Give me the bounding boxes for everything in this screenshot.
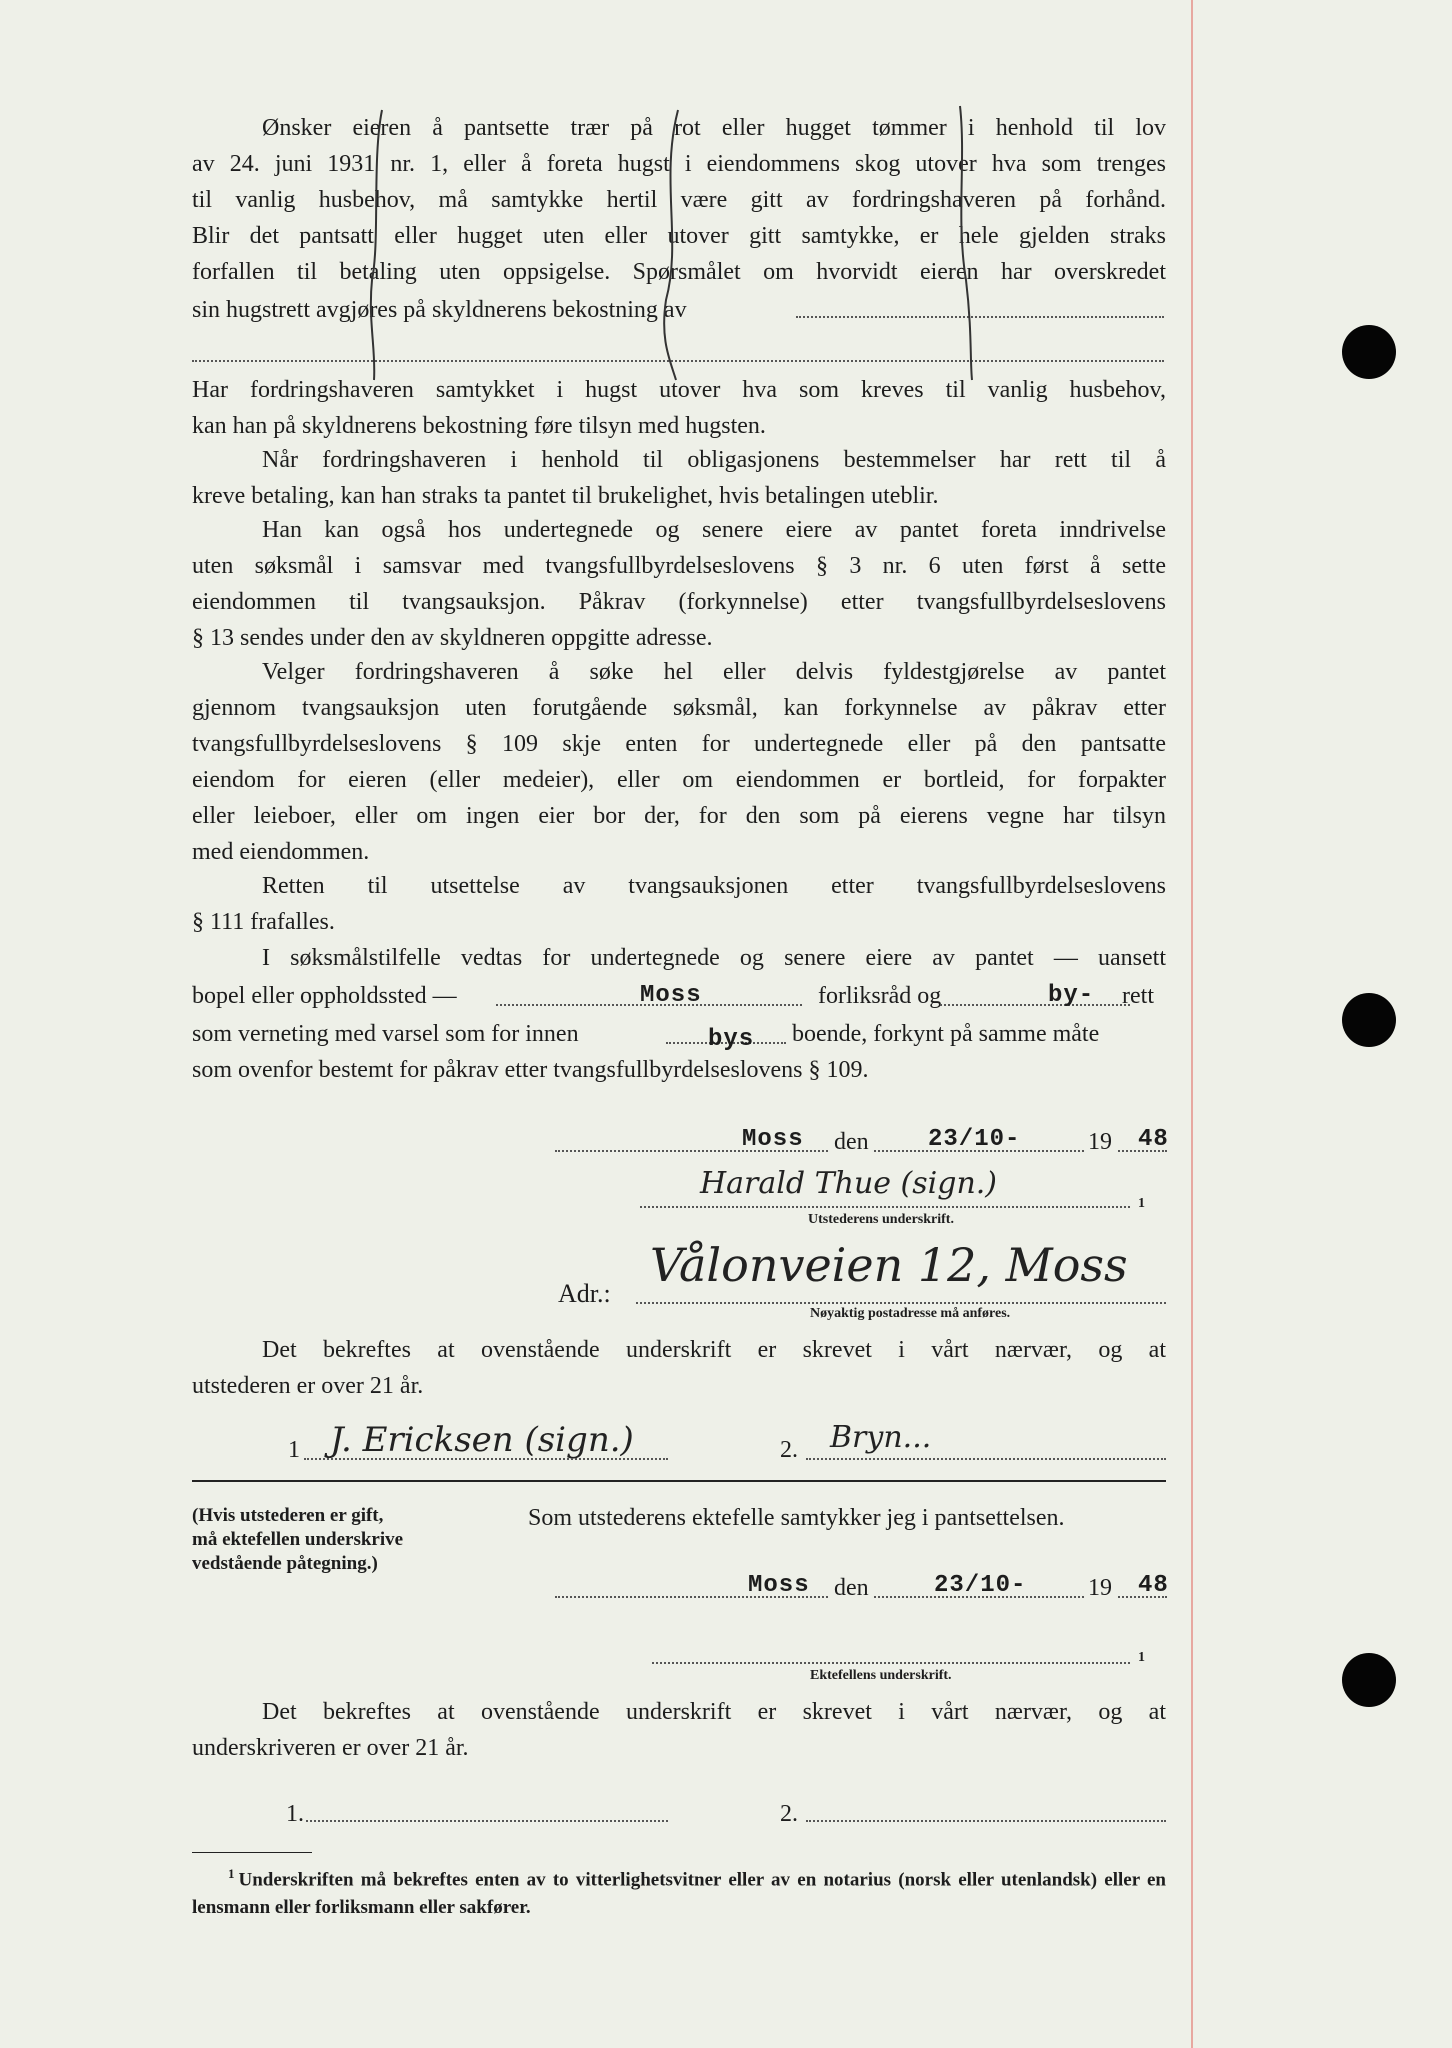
paragraph-line: Ønsker eieren å pantsette trær på rot eller hugget tømmer i henhold til lov	[262, 115, 1166, 141]
date-den-label: den	[830, 1570, 873, 1606]
paragraph-line: som verneting med varsel som for innen	[192, 1021, 579, 1047]
date-den-label: den	[830, 1124, 873, 1160]
witness-line-3	[306, 1820, 668, 1822]
paragraph-line: rett	[1122, 983, 1154, 1009]
paragraph-line: Har fordringshaveren samtykket i hugst utover hva som kreves til vanlig husbehov,	[192, 377, 1166, 403]
handwritten-strokes	[360, 100, 1000, 390]
typed-date: 23/10-	[928, 1126, 1021, 1153]
confirmation-line: Det bekreftes at ovenstående underskrift er skrevet i vårt nærvær, og at	[262, 1337, 1166, 1363]
paragraph-line: boende, forkynt på samme måte	[792, 1021, 1100, 1047]
handwritten-address: Vålonveien 12, Moss	[650, 1238, 1128, 1292]
typed-place: Moss	[742, 1126, 804, 1153]
confirmation-line: utstederen er over 21 år.	[192, 1373, 424, 1399]
paragraph-line: gjennom tvangsauksjon uten forutgående søksmål, kan forkynnelse av påkrav etter	[192, 695, 1166, 721]
witness-line-4	[806, 1820, 1166, 1822]
paragraph-line: I søksmålstilfelle vedtas for undertegnede og senere eiere av pantet — uansett	[262, 945, 1166, 971]
paragraph-line: uten søksmål i samsvar med tvangsfullbyrdelseslovens § 3 nr. 6 uten først å sette	[192, 553, 1166, 579]
paragraph-line: til vanlig husbehov, må samtykke hertil være gitt av fordringshaveren på forhånd.	[192, 187, 1166, 213]
paragraph-line: kan han på skyldnerens bekostning føre tilsyn med hugsten.	[192, 413, 766, 439]
paragraph-line: eiendom for eieren (eller medeier), eller om eiendommen er bortleid, for forpakter	[192, 767, 1166, 793]
side-note-line: (Hvis utstederen er gift,	[192, 1505, 384, 1526]
typed-place: Moss	[748, 1572, 810, 1599]
issuer-signature-caption: Utstederens underskrift.	[808, 1212, 954, 1227]
witness-number: 2.	[780, 1437, 798, 1463]
paragraph-line: Blir det pantsatt eller hugget uten eller utover gitt samtykke, er hele gjelden straks	[192, 223, 1166, 249]
punch-hole-top	[1342, 325, 1396, 379]
paragraph-line: av 24. juni 1931 nr. 1, eller å foreta hugst i eiendommens skog utover hva som trenges	[192, 151, 1166, 177]
address-label: Adr.:	[558, 1279, 611, 1308]
confirmation-line: Det bekreftes at ovenstående underskrift er skrevet i vårt nærvær, og at	[262, 1699, 1166, 1725]
paragraph-line: kreve betaling, kan han straks ta pantet til brukelighet, hvis betalingen uteblir.	[192, 483, 939, 509]
confirmation-line: underskriveren er over 21 år.	[192, 1735, 469, 1761]
year-prefix: 19	[1084, 1124, 1116, 1160]
side-note-line: må ektefellen underskrive	[192, 1529, 404, 1550]
witness-number: 2.	[780, 1801, 798, 1827]
section-divider	[192, 1480, 1166, 1482]
typed-venue-court: by-	[1048, 982, 1095, 1009]
witness-signature-1: J. Ericksen (sign.)	[330, 1420, 634, 1460]
footnote-rule	[192, 1852, 312, 1853]
spouse-signature-caption: Ektefellens underskrift.	[810, 1668, 952, 1683]
side-note-line: vedstående påtegning.)	[192, 1553, 378, 1574]
issuer-signature: Harald Thue (sign.)	[700, 1166, 998, 1201]
paragraph-line: som ovenfor bestemt for påkrav etter tvangsfullbyrdelseslovens § 109.	[192, 1057, 869, 1083]
typed-venue-bys: bys	[708, 1026, 755, 1053]
witness-line-2	[806, 1458, 1166, 1460]
witness-line-1	[304, 1458, 668, 1460]
footnote-text: Underskriften må bekreftes enten av to vitterlighetsvitner eller av en notarius (norsk eller utenlandsk) eller en lensmann eller forliksmann eller sakfører.	[192, 1869, 1166, 1919]
footnote-ref: 1	[1138, 1650, 1145, 1665]
paragraph-line: Han kan også hos undertegnede og senere eiere av pantet foreta inndrivelse	[262, 517, 1166, 543]
punch-hole-middle	[1342, 993, 1396, 1047]
year-prefix: 19	[1084, 1570, 1116, 1606]
paragraph-line: Retten til utsettelse av tvangsauksjonen etter tvangsfullbyrdelseslovens	[262, 873, 1166, 899]
footnote-ref: 1	[1138, 1196, 1145, 1211]
typed-year: 48	[1138, 1126, 1169, 1153]
address-line	[636, 1302, 1166, 1304]
paragraph-line: eiendommen til tvangsauksjon. Påkrav (forkynnelse) etter tvangsfullbyrdelseslovens	[192, 589, 1166, 615]
spouse-consent: Som utstederens ektefelle samtykker jeg i pantsettelsen.	[528, 1505, 1065, 1531]
typed-year: 48	[1138, 1572, 1169, 1599]
paragraph-line: forliksråd og	[818, 983, 942, 1009]
paragraph-line: § 111 frafalles.	[192, 909, 335, 935]
paragraph-line: forfallen til betaling uten oppsigelse. Spørsmålet om hvorvidt eieren har overskredet	[192, 259, 1166, 285]
witness-number: 1	[288, 1437, 300, 1463]
punch-hole-bottom	[1342, 1653, 1396, 1707]
witness-signature-2: Bryn...	[830, 1420, 932, 1455]
paragraph-line: med eiendommen.	[192, 839, 370, 865]
signature-line	[640, 1206, 1130, 1208]
paragraph-line: eller leieboer, eller om ingen eier bor der, for den som på eierens vegne har tilsyn	[192, 803, 1166, 829]
paragraph-line: tvangsfullbyrdelseslovens § 109 skje enten for undertegnede eller på den pantsatte	[192, 731, 1166, 757]
witness-number: 1.	[286, 1801, 304, 1827]
paragraph-line: Velger fordringshaveren å søke hel eller delvis fyldestgjørelse av pantet	[262, 659, 1166, 685]
blank-line	[940, 1004, 1130, 1006]
footnote-mark: 1	[228, 1866, 235, 1881]
margin-line	[1191, 0, 1193, 2048]
typed-date: 23/10-	[934, 1572, 1027, 1599]
footnote	[192, 1860, 1166, 1922]
typed-venue-place: Moss	[640, 982, 702, 1009]
address-caption: Nøyaktig postadresse må anføres.	[810, 1306, 1011, 1321]
paragraph-line: sin hugstrett avgjøres på skyldnerens bekostning av	[192, 297, 687, 323]
paragraph-line: Når fordringshaveren i henhold til obligasjonens bestemmelser har rett til å	[262, 447, 1166, 473]
spouse-signature-line	[652, 1662, 1130, 1664]
paragraph-line: § 13 sendes under den av skyldneren oppgitte adresse.	[192, 625, 713, 651]
paragraph-line: bopel eller oppholdssted —	[192, 983, 457, 1009]
